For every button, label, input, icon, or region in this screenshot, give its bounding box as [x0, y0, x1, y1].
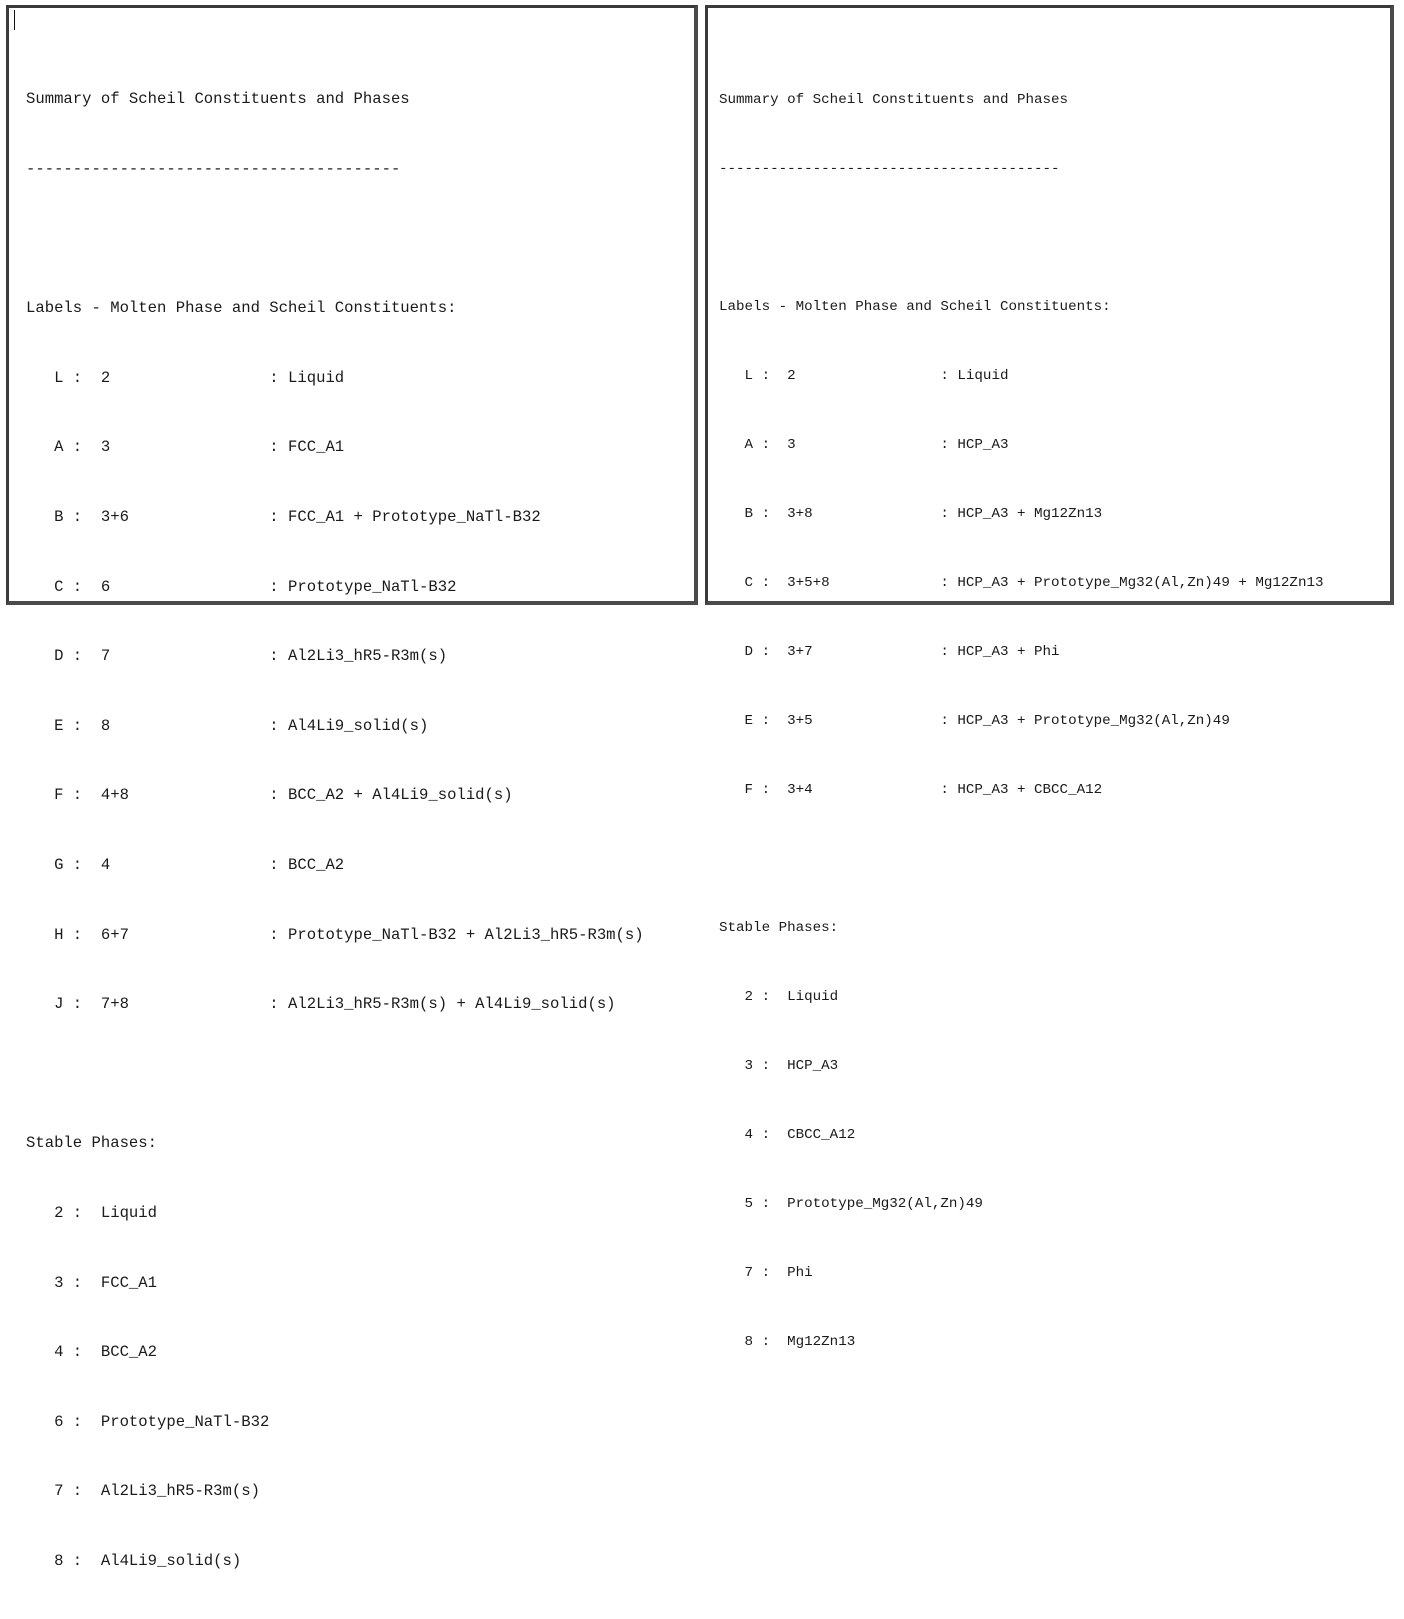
- phase-row: 2 : Liquid: [719, 989, 839, 1005]
- phase-row: 8 : Mg12Zn13: [719, 1334, 856, 1350]
- summary-rule: ----------------------------------------: [26, 160, 401, 178]
- label-row: B : 3+8 : HCP_A3 + Mg12Zn13: [719, 506, 1103, 522]
- label-row: L : 2 : Liquid: [719, 368, 1009, 384]
- phases-header: Stable Phases:: [719, 920, 839, 936]
- label-row: D : 7 : Al2Li3_hR5-R3m(s): [26, 647, 448, 666]
- phase-row: 5 : Prototype_Mg32(Al,Zn)49: [719, 1196, 983, 1212]
- label-row: C : 6 : Prototype_NaTl-B32: [26, 577, 457, 596]
- phase-row: 8 : Al4Li9_solid(s): [26, 1551, 242, 1570]
- label-row: E : 3+5 : HCP_A3 + Prototype_Mg32(Al,Zn)49: [719, 713, 1230, 729]
- label-row: F : 4+8 : BCC_A2 + Al4Li9_solid(s): [26, 786, 513, 805]
- label-row: A : 3 : HCP_A3: [719, 437, 1009, 453]
- right-summary-text: [719, 43, 1324, 1400]
- labels-header: Labels - Molten Phase and Scheil Constituents:: [719, 299, 1111, 315]
- label-row: G : 4 : BCC_A2: [26, 855, 345, 874]
- label-row: C : 3+5+8 : HCP_A3 + Prototype_Mg32(Al,Zn)49 + Mg12Zn13: [719, 575, 1324, 591]
- label-row: E : 8 : Al4Li9_solid(s): [26, 716, 429, 735]
- labels-header: Labels - Molten Phase and Scheil Constituents:: [26, 299, 457, 318]
- phase-row: 7 : Phi: [719, 1265, 813, 1281]
- label-row: L : 2 : Liquid: [26, 368, 345, 387]
- label-row: F : 3+4 : HCP_A3 + CBCC_A12: [719, 782, 1103, 798]
- summary-title: Summary of Scheil Constituents and Phases: [719, 92, 1069, 108]
- phase-row: 7 : Al2Li3_hR5-R3m(s): [26, 1482, 260, 1501]
- phase-row: 3 : FCC_A1: [26, 1273, 158, 1292]
- label-row: B : 3+6 : FCC_A1 + Prototype_NaTl-B32: [26, 507, 541, 526]
- label-row: J : 7+8 : Al2Li3_hR5-R3m(s) + Al4Li9_solid(s): [26, 995, 616, 1014]
- phase-row: 4 : CBCC_A12: [719, 1127, 856, 1143]
- label-row: H : 6+7 : Prototype_NaTl-B32 + Al2Li3_hR5-R3m(s): [26, 925, 644, 944]
- right-output-panel[interactable]: [705, 5, 1394, 1350]
- phases-header: Stable Phases:: [26, 1134, 158, 1153]
- phase-row: 4 : BCC_A2: [26, 1343, 158, 1362]
- phase-row: 2 : Liquid: [26, 1203, 158, 1222]
- label-row: A : 3 : FCC_A1: [26, 438, 345, 457]
- phase-row: 3 : HCP_A3: [719, 1058, 839, 1074]
- label-row: D : 3+7 : HCP_A3 + Phi: [719, 644, 1060, 660]
- phase-row: 6 : Prototype_NaTl-B32: [26, 1412, 270, 1431]
- left-output-panel[interactable]: [6, 5, 698, 1570]
- text-cursor: [14, 10, 15, 30]
- left-summary-text: [26, 42, 644, 1619]
- summary-rule: ----------------------------------------: [719, 161, 1060, 177]
- summary-title: Summary of Scheil Constituents and Phases: [26, 90, 410, 109]
